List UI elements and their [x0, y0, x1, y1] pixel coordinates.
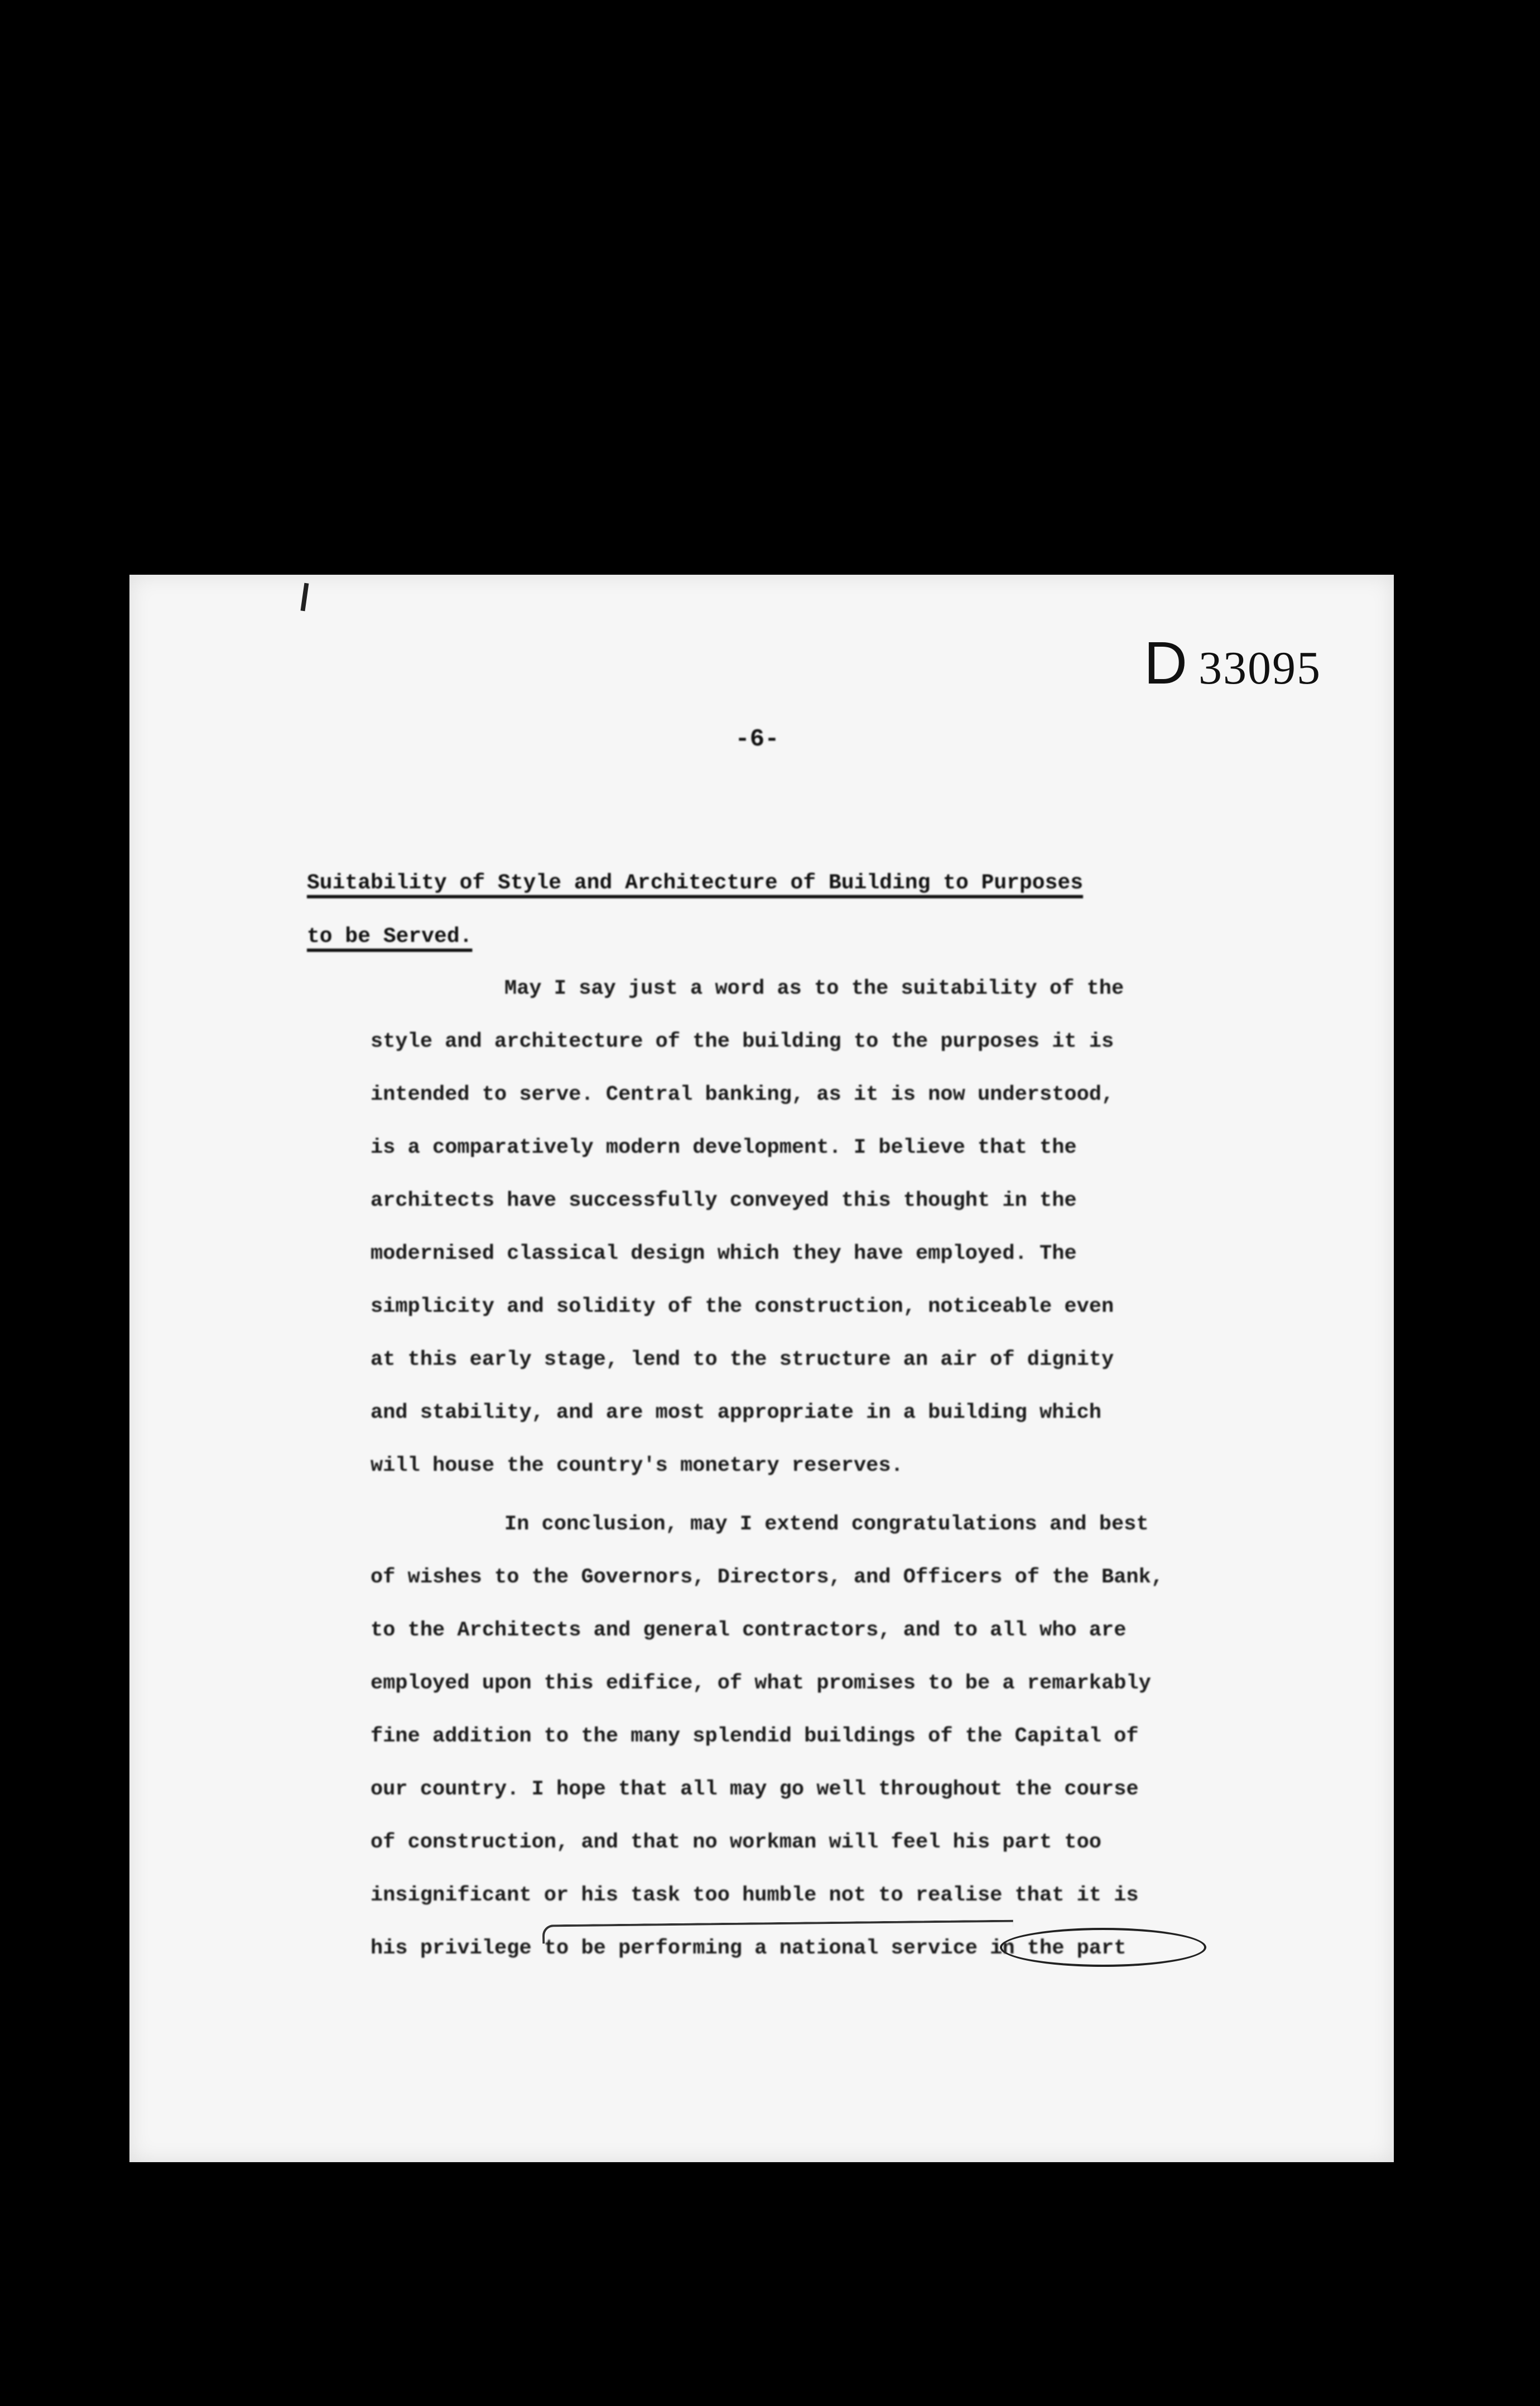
section-heading-line: to be Served.	[307, 925, 473, 949]
document-number-value: 33095	[1199, 642, 1321, 694]
text-line: is a comparatively modern development. I believe that the	[370, 1136, 1077, 1159]
text-line: and stability, and are most appropriate in a building which	[370, 1401, 1102, 1425]
paragraph	[370, 1498, 1341, 1975]
text-line: employed upon this edifice, of what promises to be a remarkably	[370, 1672, 1151, 1695]
document-number	[1144, 628, 1321, 697]
text-line: our country. I hope that all may go well throughout the course	[370, 1778, 1139, 1801]
section-heading-line: Suitability of Style and Architecture of Building to Purposes	[307, 871, 1084, 895]
text-line: insignificant or his task too humble not to realise that it is	[370, 1884, 1139, 1907]
text-line: May I say just a word as to the suitability of the	[504, 977, 1124, 1000]
text-line: his privilege to be performing a national service in the part	[370, 1937, 1127, 1960]
document-number-prefix: D	[1144, 629, 1188, 696]
handwritten-circle-annotation	[1000, 1928, 1206, 1967]
text-line: modernised classical design which they have employed. The	[370, 1242, 1077, 1265]
text-line: will house the country's monetary reserves.	[370, 1454, 903, 1478]
paragraph	[370, 963, 1341, 1493]
pencil-mark	[301, 583, 309, 612]
text-line: style and architecture of the building to the purposes it is	[370, 1030, 1114, 1053]
text-line: simplicity and solidity of the construction, noticeable even	[370, 1295, 1114, 1319]
section-heading	[307, 856, 1267, 964]
text-line: In conclusion, may I extend congratulations and best	[504, 1513, 1149, 1536]
document-page	[129, 575, 1394, 2162]
text-line: intended to serve. Central banking, as it is now understood,	[370, 1083, 1114, 1106]
text-line: at this early stage, lend to the structure an air of dignity	[370, 1348, 1114, 1372]
text-line: to the Architects and general contractors, and to all who are	[370, 1619, 1127, 1642]
text-line: fine addition to the many splendid buildings of the Capital of	[370, 1725, 1139, 1748]
text-line: of wishes to the Governors, Directors, and Officers of the Bank,	[370, 1566, 1164, 1589]
text-line: architects have successfully conveyed this thought in the	[370, 1189, 1077, 1212]
text-line: of construction, and that no workman will feel his part too	[370, 1831, 1102, 1854]
page-number: -6-	[735, 725, 779, 753]
